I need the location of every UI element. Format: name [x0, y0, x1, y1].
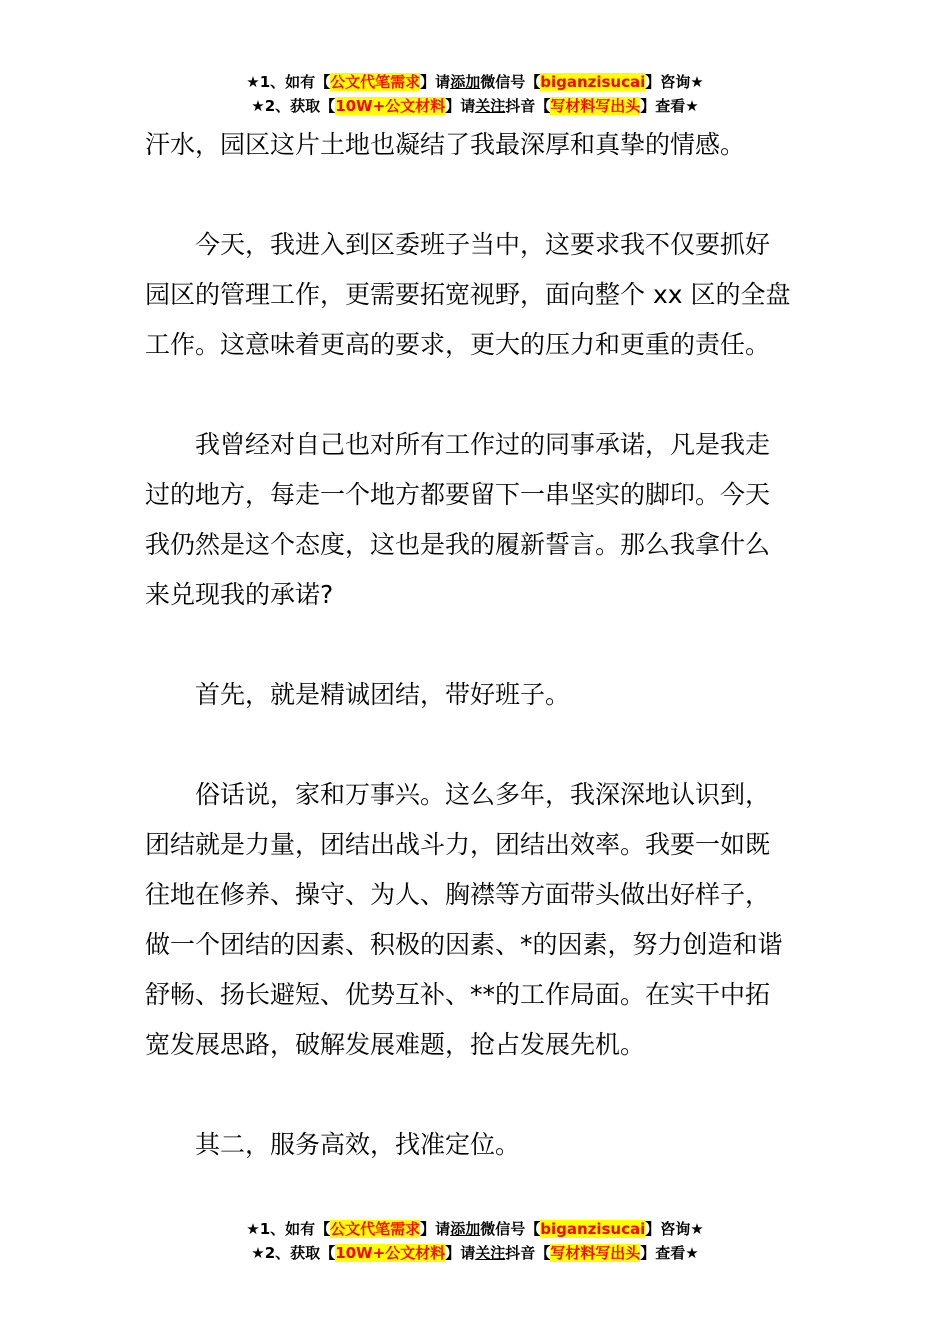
banner-line-1: ★1、如有【公文代笔需求】请添加微信号【biganzisucai】咨询★ — [246, 1220, 704, 1238]
highlight-douyin-id: 写材料写出头 — [550, 97, 641, 115]
banner-line-1: ★1、如有【公文代笔需求】请添加微信号【biganzisucai】咨询★ — [246, 73, 704, 91]
paragraph: 今天，我进入到区委班子当中，这要求我不仅要抓好 园区的管理工作，更需要拓宽视野，面向整个 xx 区的全盘 工作。这意味着更高的要求，更大的压力和更重的责任。 — [145, 230, 791, 359]
highlight-materials: 10W+公文材料 — [335, 97, 446, 115]
header-banner — [0, 70, 950, 118]
highlight-service: 公文代笔需求 — [330, 1220, 421, 1238]
body-text — [145, 120, 810, 1220]
banner-line-2: ★2、获取【10W+公文材料】请关注抖音【写材料写出头】查看★ — [251, 1244, 699, 1262]
paragraph: 汗水，园区这片土地也凝结了我最深厚和真挚的情感。 — [145, 130, 746, 159]
highlight-materials: 10W+公文材料 — [335, 1244, 446, 1262]
banner-line-2: ★2、获取【10W+公文材料】请关注抖音【写材料写出头】查看★ — [251, 97, 699, 115]
footer-banner — [0, 1217, 950, 1265]
highlight-wechat-id: biganzisucai — [540, 73, 646, 91]
highlight-service: 公文代笔需求 — [330, 73, 421, 91]
paragraph: 其二，服务高效，找准定位。 — [195, 1130, 521, 1159]
paragraph: 我曾经对自己也对所有工作过的同事承诺，凡是我走 过的地方，每走一个地方都要留下一串坚实的脚印。今天 我仍然是这个态度，这也是我的履新誓言。那么我拿什么 来兑现我的承诺? — [145, 430, 771, 609]
highlight-wechat-id: biganzisucai — [540, 1220, 646, 1238]
paragraph: 首先，就是精诚团结，带好班子。 — [195, 680, 571, 709]
paragraph: 俗话说，家和万事兴。这么多年，我深深地认识到， 团结就是力量，团结出战斗力，团结出效率。我要一如既 往地在修养、操守、为人、胸襟等方面带头做出好样子， 做一个团结的因素、积极的因素、*的因素，努力创造和谐 舒畅、扬长避短、优势互补、**的工作局面。在实干中拓 宽发展思路，破解发展难题，抢占发展先机。 — [145, 780, 783, 1059]
highlight-douyin-id: 写材料写出头 — [550, 1244, 641, 1262]
